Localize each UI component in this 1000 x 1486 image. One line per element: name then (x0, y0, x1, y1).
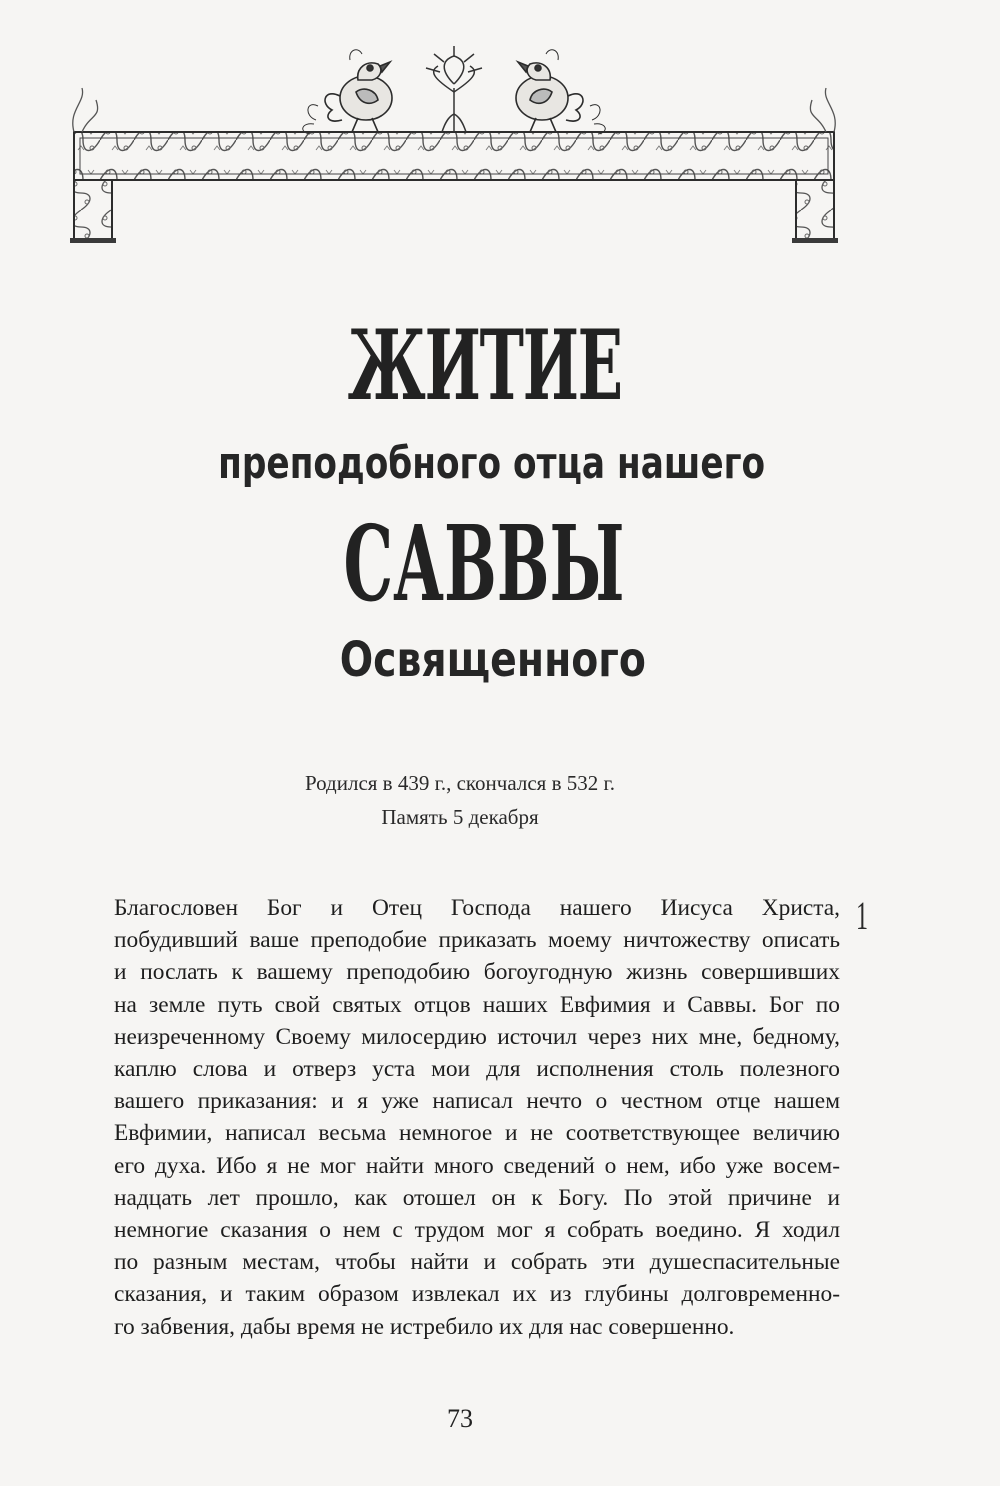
life-dates (0, 766, 920, 834)
birth-death-line: Родился в 439 г., скончался в 532 г. (305, 771, 615, 795)
body-paragraph (114, 892, 840, 1343)
body-line: его духа. Ибо я не мог найти много сведений о нем, ибо уже восем- (114, 1152, 840, 1179)
ornamental-headpiece (66, 40, 842, 245)
body-line: Евфимии, написал весьма немногое и не соответствующее величию (114, 1120, 840, 1147)
page-number: 73 (447, 1404, 473, 1433)
memorial-day-line: Память 5 декабря (381, 805, 539, 829)
saint-epithet: Освященного (339, 632, 646, 688)
body-line: каплю слова и отверз уста мои для исполнения столь полезного (114, 1056, 840, 1083)
body-line: го забвения, дабы время не истребило их для нас совершенно. (114, 1313, 735, 1340)
saint-name: САВВЫ (343, 502, 625, 625)
margin-section-number: 1 (856, 893, 868, 938)
body-line: вашего приказания: и я уже написал нечто о честном отце нашем (114, 1088, 840, 1115)
page-title: ЖИТИЕ (347, 309, 622, 422)
body-line: на земле путь свой святых отцов наших Евфимия и Саввы. Бог по (114, 991, 840, 1018)
body-line: по разным местам, чтобы найти и собрать эти душеспасительные (114, 1249, 840, 1276)
body-line: и послать к вашему преподобию богоугодную жизнь совершивших (114, 959, 840, 986)
body-line: побудивший ваше преподобие приказать моему ничтожеству описать (114, 927, 840, 954)
body-line: неизреченному Своему милосердию источил через них мне, бедному, (114, 1023, 840, 1050)
body-line: Благословен Бог и Отец Господа нашего Иисуса Христа, (114, 895, 840, 921)
body-line: сказания, и таким образом извлекал их из глубины долговременно- (114, 1281, 840, 1308)
title-subtitle: преподобного отца нашего (218, 438, 766, 489)
body-line: немногие сказания о нем с трудом мог я собрать воедино. Я ходил (114, 1217, 840, 1244)
body-line: надцать лет прошло, как отошел он к Богу. По этой причине и (114, 1184, 840, 1211)
